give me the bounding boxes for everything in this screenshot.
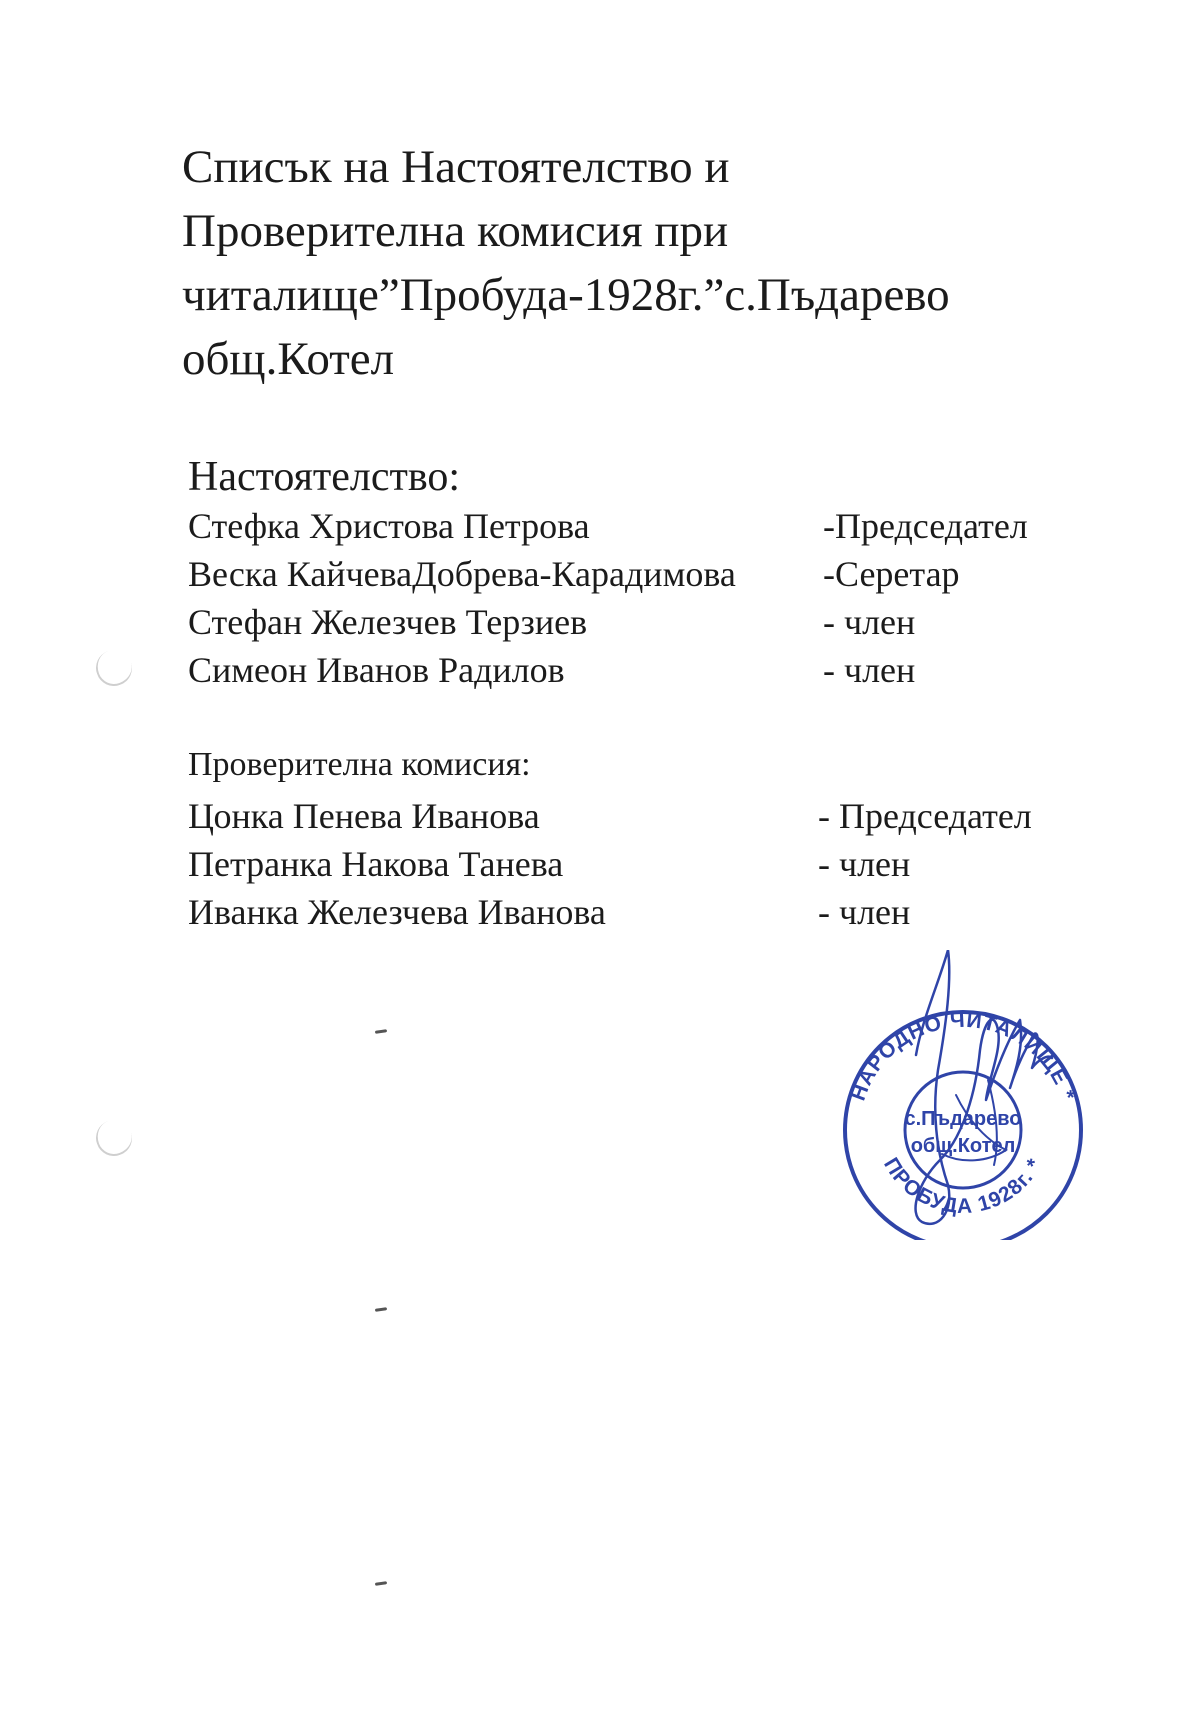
- member-role: - член: [818, 892, 911, 932]
- document-title: [182, 135, 950, 391]
- member-role: - Председател: [818, 796, 1032, 836]
- official-seal: [838, 950, 1088, 1240]
- member-role: - член: [823, 602, 916, 642]
- member-name: Стефан Железчев Терзиев: [188, 602, 588, 642]
- scan-speck: [375, 1307, 387, 1312]
- seal-center-line-1: с.Пъдарево: [904, 1108, 1022, 1130]
- member-name: Стефка Христова Петрова: [188, 506, 590, 546]
- seal-inner-ring: [905, 1072, 1021, 1188]
- seal-arc-text: ПРОБУДА 1928г. *: [879, 1153, 1047, 1218]
- audit-heading: Проверителна комисия:: [188, 746, 531, 783]
- scan-speck: [375, 1581, 387, 1586]
- title-line: Проверителна комисия при: [182, 205, 729, 257]
- member-role: -Председател: [823, 506, 1028, 546]
- board-heading: Настоятелство:: [188, 454, 461, 500]
- member-name: Симеон Иванов Радилов: [188, 650, 565, 690]
- punch-hole-mark: [91, 1115, 137, 1161]
- title-line: общ.Котел: [182, 333, 395, 385]
- seal-arc-text: НАРОДНО ЧИТАЛИЩЕ *: [846, 1008, 1080, 1104]
- scan-speck: [375, 1029, 387, 1034]
- member-role: - член: [818, 844, 911, 884]
- seal-center-line-2: общ.Котел: [910, 1135, 1016, 1157]
- title-line: Списък на Настоятелство и: [182, 141, 730, 193]
- title-line: читалище”Пробуда-1928г.”с.Пъдарево: [182, 269, 950, 321]
- punch-hole-mark: [91, 645, 137, 691]
- member-name: Цонка Пенева Иванова: [188, 796, 540, 836]
- member-role: - член: [823, 650, 916, 690]
- member-name: Веска КайчеваДобрева-Карадимова: [188, 554, 736, 594]
- member-name: Иванка Железчева Иванова: [188, 892, 606, 932]
- member-name: Петранка Накова Танева: [188, 844, 564, 884]
- member-role: -Серетар: [823, 554, 960, 594]
